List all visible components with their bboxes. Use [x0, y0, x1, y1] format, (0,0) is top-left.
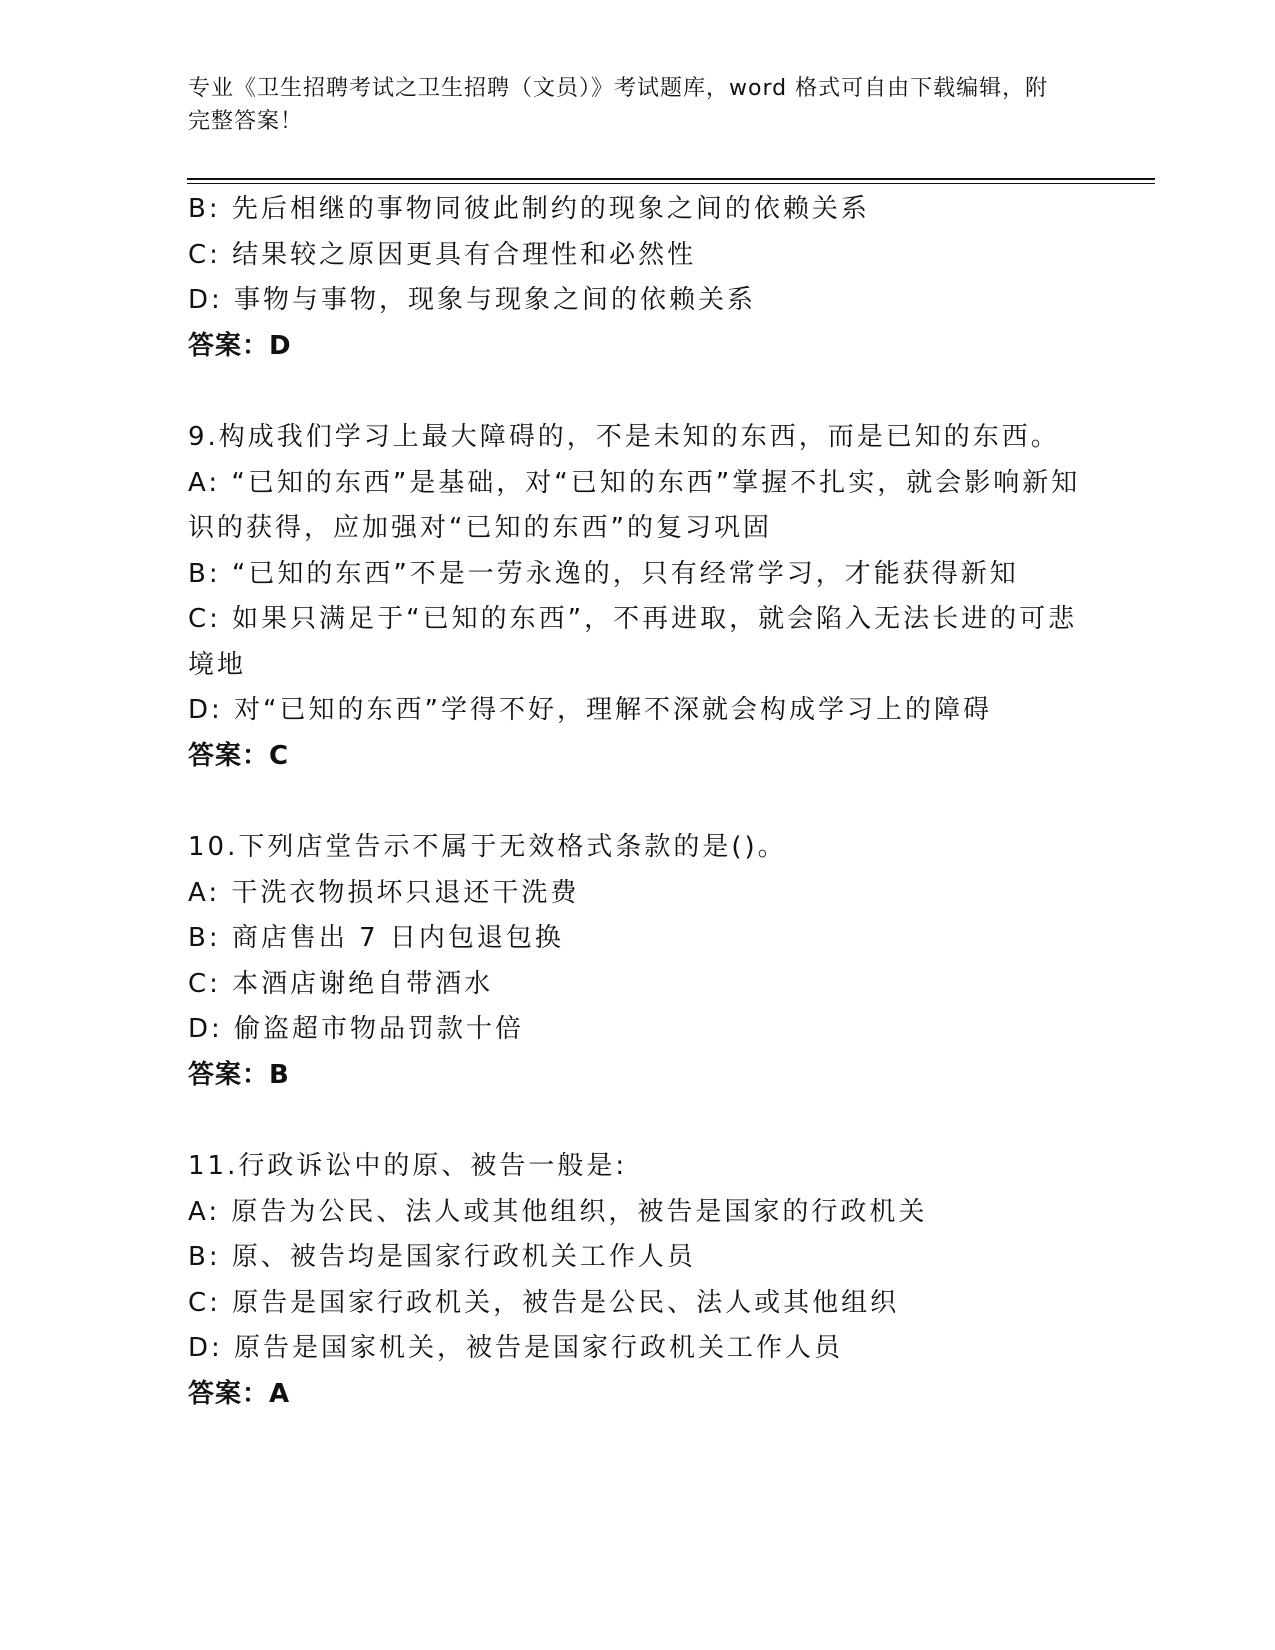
answer-value: A — [269, 1378, 291, 1409]
question-11 — [188, 1144, 1088, 1417]
option-c: C: 原告是国家行政机关，被告是公民、法人或其他组织 — [188, 1287, 900, 1318]
option-c: C: 结果较之原因更具有合理性和必然性 — [188, 239, 697, 270]
option-d: D: 对“已知的东西”学得不好，理解不深就会构成学习上的障碍 — [188, 695, 992, 725]
question-stem: 9.构成我们学习上最大障碍的，不是未知的东西，而是已知的东西。 — [188, 422, 1060, 452]
question-stem: 11.行政诉讼中的原、被告一般是: — [188, 1151, 628, 1181]
option-b: B: 原、被告均是国家行政机关工作人员 — [188, 1242, 696, 1272]
answer-line — [188, 1372, 1088, 1418]
option-c: C: 本酒店谢绝自带酒水 — [188, 968, 494, 999]
option-d: D: 偷盗超市物品罚款十倍 — [188, 1014, 525, 1044]
header-rule-thin — [187, 183, 1155, 184]
option-b: B: 先后相继的事物同彼此制约的现象之间的依赖关系 — [188, 194, 870, 224]
document-header — [188, 72, 1068, 138]
answer-label: 答案： — [188, 330, 270, 361]
question-10 — [188, 825, 1088, 1098]
question-8-continued — [188, 187, 1088, 369]
option-c: C: 如果只满足于“已知的东西”，不再进取，就会陷入无法长进的可悲境地 — [188, 604, 1078, 680]
answer-label: 答案： — [188, 1378, 270, 1409]
option-a: A: 干洗衣物损坏只退还干洗费 — [188, 877, 580, 908]
option-a: A: 原告为公民、法人或其他组织，被告是国家的行政机关 — [188, 1196, 928, 1227]
header-rule-thick — [187, 178, 1155, 180]
question-9 — [188, 415, 1088, 779]
option-d: D: 原告是国家机关，被告是国家行政机关工作人员 — [188, 1333, 844, 1363]
option-d: D: 事物与事物，现象与现象之间的依赖关系 — [188, 285, 757, 315]
question-stem: 10.下列店堂告示不属于无效格式条款的是()。 — [188, 832, 787, 862]
answer-value: B — [269, 1059, 290, 1090]
answer-line — [188, 324, 1088, 370]
option-b: B: “已知的东西”不是一劳永逸的，只有经常学习，才能获得新知 — [188, 558, 1019, 589]
option-b: B: 商店售出 7 日内包退包换 — [188, 923, 564, 953]
header-text: 专业《卫生招聘考试之卫生招聘（文员）》考试题库，word 格式可自由下载编辑，附完整答案！ — [188, 76, 1049, 134]
answer-value: C — [269, 740, 290, 771]
option-a: A: “已知的东西”是基础，对“已知的东西”掌握不扎实，就会影响新知识的获得，应加强对“已知的东西”的复习巩固 — [188, 467, 1081, 543]
answer-line — [188, 1053, 1088, 1099]
answer-value: D — [269, 330, 292, 361]
answer-label: 答案： — [188, 1059, 270, 1090]
question-content — [188, 187, 1088, 1417]
answer-line — [188, 734, 1088, 780]
answer-label: 答案： — [188, 740, 270, 771]
